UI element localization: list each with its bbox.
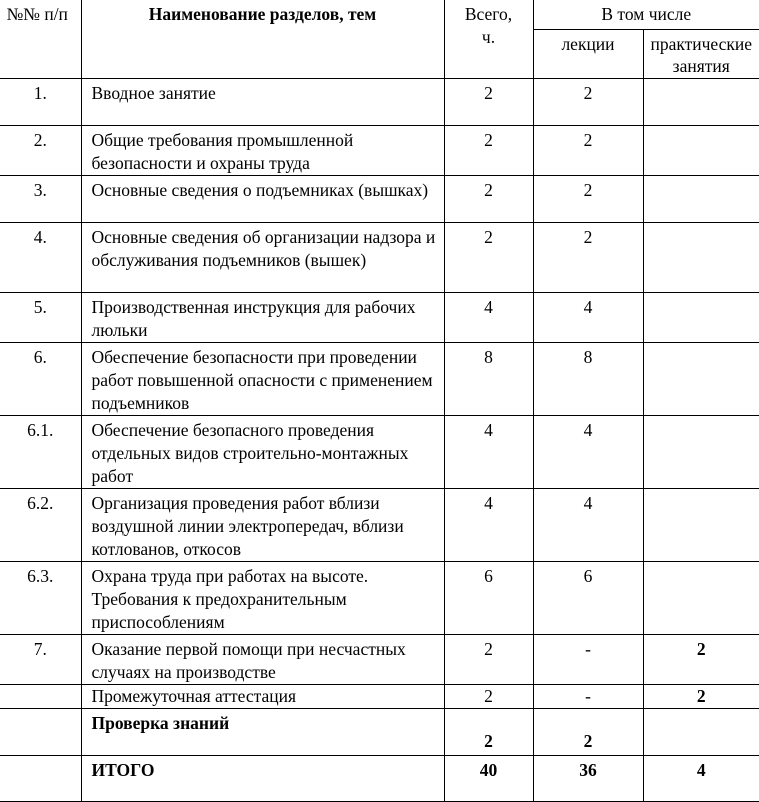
check-total-cell <box>444 708 533 755</box>
row-name: Охрана труда при работах на высоте. Требования к предохранительным приспособлениям <box>81 561 444 634</box>
total-lectures: 36 <box>533 755 643 801</box>
table-row <box>0 488 759 561</box>
row-num <box>0 684 81 708</box>
header-practice: практические занятия <box>643 29 759 78</box>
header-row-top <box>0 0 759 29</box>
check-lectures: 2 <box>583 730 593 751</box>
row-total: 6 <box>444 561 533 634</box>
header-total: Всего, ч. <box>444 0 533 78</box>
row-name: Организация проведения работ вблизи воздушной линии электропередач, вблизи котлованов, откосов <box>81 488 444 561</box>
row-total: 2 <box>444 125 533 175</box>
row-num: 3. <box>0 175 81 222</box>
row-lectures: 4 <box>533 292 643 342</box>
total-row <box>0 755 759 801</box>
table-row <box>0 175 759 222</box>
row-total: 2 <box>444 175 533 222</box>
row-practice: 2 <box>643 684 759 708</box>
table-row <box>0 415 759 488</box>
total-num <box>0 755 81 801</box>
table-row <box>0 125 759 175</box>
row-total: 2 <box>444 684 533 708</box>
row-lectures: 6 <box>533 561 643 634</box>
total-name: ИТОГО <box>81 755 444 801</box>
row-total: 4 <box>444 415 533 488</box>
header-name: Наименование разделов, тем <box>81 0 444 78</box>
header-num: №№ п/п <box>0 0 81 78</box>
row-name: Основные сведения об организации надзора и обслуживания подъемников (вышек) <box>81 222 444 292</box>
table-row <box>0 78 759 125</box>
row-lectures: 2 <box>533 78 643 125</box>
row-lectures: - <box>533 634 643 684</box>
table-row <box>0 222 759 292</box>
row-practice <box>643 342 759 415</box>
row-lectures: 2 <box>533 175 643 222</box>
row-lectures: 8 <box>533 342 643 415</box>
header-including: В том числе <box>533 0 759 29</box>
row-practice <box>643 175 759 222</box>
row-practice <box>643 292 759 342</box>
row-num: 2. <box>0 125 81 175</box>
row-num: 6.1. <box>0 415 81 488</box>
row-num: 5. <box>0 292 81 342</box>
table-row <box>0 634 759 684</box>
row-lectures: 2 <box>533 222 643 292</box>
row-total: 8 <box>444 342 533 415</box>
row-num: 1. <box>0 78 81 125</box>
row-practice <box>643 78 759 125</box>
row-practice <box>643 561 759 634</box>
row-name: Основные сведения о подъемниках (вышках) <box>81 175 444 222</box>
row-total: 2 <box>444 634 533 684</box>
row-name: Обеспечение безопасного проведения отдельных видов строительно-монтажных работ <box>81 415 444 488</box>
row-lectures: - <box>533 684 643 708</box>
row-total: 2 <box>444 78 533 125</box>
row-name: Вводное занятие <box>81 78 444 125</box>
row-practice <box>643 415 759 488</box>
row-num: 4. <box>0 222 81 292</box>
table-row <box>0 292 759 342</box>
check-lectures-cell <box>533 708 643 755</box>
row-total: 4 <box>444 292 533 342</box>
row-lectures: 4 <box>533 415 643 488</box>
check-row <box>0 708 759 755</box>
row-name: Производственная инструкция для рабочих люльки <box>81 292 444 342</box>
row-name: Промежуточная аттестация <box>81 684 444 708</box>
row-practice <box>643 222 759 292</box>
check-practice <box>643 708 759 755</box>
check-num <box>0 708 81 755</box>
row-num: 6.3. <box>0 561 81 634</box>
row-name: Оказание первой помощи при несчастных случаях на производстве <box>81 634 444 684</box>
table-row <box>0 684 759 708</box>
row-num: 6.2. <box>0 488 81 561</box>
row-name: Общие требования промышленной безопасности и охраны труда <box>81 125 444 175</box>
row-lectures: 2 <box>533 125 643 175</box>
total-practice: 4 <box>643 755 759 801</box>
row-practice <box>643 488 759 561</box>
header-lectures: лекции <box>533 29 643 78</box>
row-name: Обеспечение безопасности при проведении работ повышенной опасности с применением подъемников <box>81 342 444 415</box>
row-total: 2 <box>444 222 533 292</box>
row-total: 4 <box>444 488 533 561</box>
check-name: Проверка знаний <box>81 708 444 755</box>
total-total: 40 <box>444 755 533 801</box>
row-num: 6. <box>0 342 81 415</box>
row-practice: 2 <box>643 634 759 684</box>
table-row <box>0 342 759 415</box>
check-total: 2 <box>484 730 493 751</box>
row-practice <box>643 125 759 175</box>
row-num: 7. <box>0 634 81 684</box>
row-lectures: 4 <box>533 488 643 561</box>
table-row <box>0 561 759 634</box>
